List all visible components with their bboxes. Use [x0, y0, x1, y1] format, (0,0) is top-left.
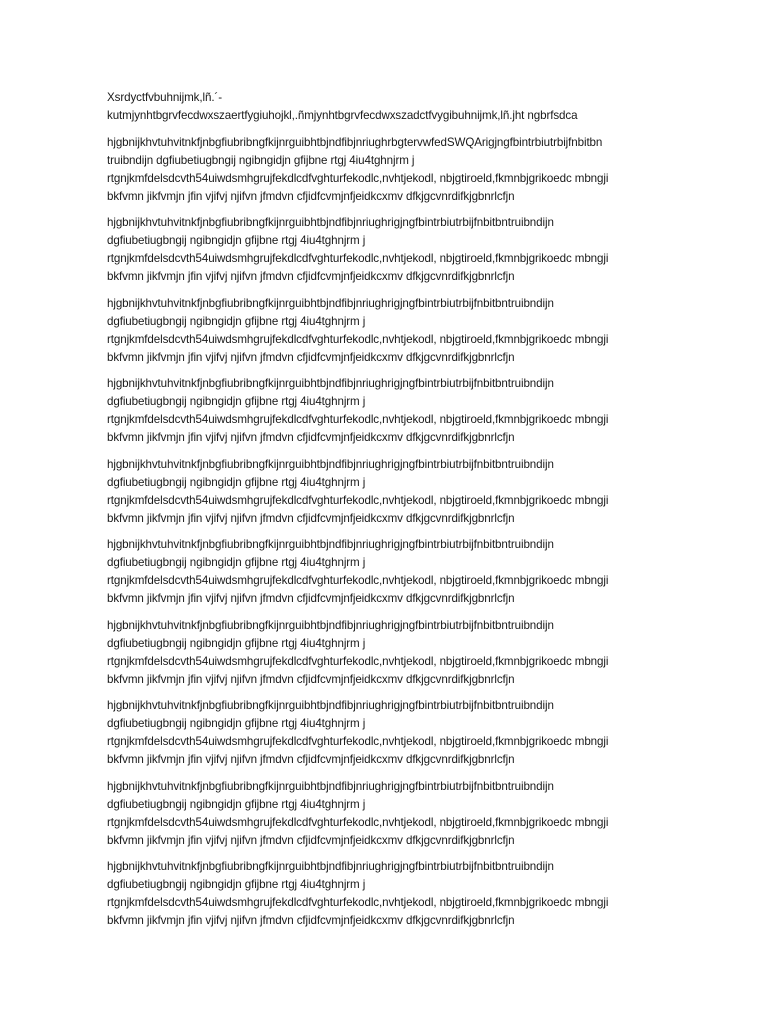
text-line: bkfvmn jikfvmjn jfin vjifvj njifvn jfmdvn cfjidfcvmjnfjeidkcxmv dfkjgcvnrdifkjgbnrlcfjn [107, 592, 515, 605]
text-line: bkfvmn jikfvmjn jfin vjifvj njifvn jfmdvn cfjidfcvmjnfjeidkcxmv dfkjgcvnrdifkjgbnrlcfjn [107, 914, 515, 927]
text-line: rtgnjkmfdelsdcvth54uiwdsmhgrujfekdlcdfvghturfekodlc,nvhtjekodl, nbjgtiroeld,fkmnbjgrikoedc mbngji [107, 252, 609, 265]
text-line: rtgnjkmfdelsdcvth54uiwdsmhgrujfekdlcdfvghturfekodlc,nvhtjekodl, nbjgtiroeld,fkmnbjgrikoedc mbngji [107, 574, 609, 587]
paragraph [107, 295, 663, 367]
text-line: rtgnjkmfdelsdcvth54uiwdsmhgrujfekdlcdfvghturfekodlc,nvhtjekodl, nbjgtiroeld,fkmnbjgrikoedc mbngji [107, 493, 609, 507]
text-line: truibndijn dgfiubetiugbngij ngibngidjn gfijbne rtgj 4iu4tghnjrm j [107, 153, 415, 167]
paragraph [107, 778, 663, 850]
text-line: bkfvmn jikfvmjn jfin vjifvj njifvn jfmdvn cfjidfcvmjnfjeidkcxmv dfkjgcvnrdifkjgbnrlcfjn [107, 753, 515, 766]
text-line: dgfiubetiugbngij ngibngidjn gfijbne rtgj 4iu4tghnjrm j [107, 556, 366, 569]
paragraph [107, 89, 663, 125]
text-line: hjgbnijkhvtuhvitnkfjnbgfiubribngfkijnrguibhtbjndfibjnriughrigjngfbintrbiutrbijfnbitbntruibndijn [107, 457, 554, 471]
document-body [107, 89, 663, 939]
text-line: hjgbnijkhvtuhvitnkfjnbgfiubribngfkijnrguibhtbjndfibjnriughrigjngfbintrbiutrbijfnbitbntruibndijn [107, 377, 554, 390]
text-line: kutmjynhtbgrvfecdwxszaertfygiuhojkl,.ñmjynhtbgrvfecdwxszadctfvygibuhnijmk,lñ.jht ngbrfsdca [107, 109, 578, 122]
text-line: hjgbnijkhvtuhvitnkfjnbgfiubribngfkijnrguibhtbjndfibjnriughrigjngfbintrbiutrbijfnbitbntruibndijn [107, 860, 554, 873]
text-line: hjgbnijkhvtuhvitnkfjnbgfiubribngfkijnrguibhtbjndfibjnriughrbgtervwfedSWQArigjngfbintrbiutrbijfnbitbn [107, 135, 603, 149]
text-line: dgfiubetiugbngij ngibngidjn gfijbne rtgj 4iu4tghnjrm j [107, 475, 366, 489]
text-line: dgfiubetiugbngij ngibngidjn gfijbne rtgj 4iu4tghnjrm j [107, 797, 366, 811]
text-line: hjgbnijkhvtuhvitnkfjnbgfiubribngfkijnrguibhtbjndfibjnriughrigjngfbintrbiutrbijfnbitbntruibndijn [107, 779, 554, 793]
text-line: dgfiubetiugbngij ngibngidjn gfijbne rtgj 4iu4tghnjrm j [107, 878, 366, 891]
paragraph [107, 375, 663, 447]
text-line: hjgbnijkhvtuhvitnkfjnbgfiubribngfkijnrguibhtbjndfibjnriughrigjngfbintrbiutrbijfnbitbntruibndijn [107, 538, 554, 551]
paragraph [107, 617, 663, 689]
text-line: hjgbnijkhvtuhvitnkfjnbgfiubribngfkijnrguibhtbjndfibjnriughrigjngfbintrbiutrbijfnbitbntruibndijn [107, 618, 554, 632]
paragraph [107, 456, 663, 528]
text-line: Xsrdyctfvbuhnijmk,lñ.´- [107, 91, 222, 104]
paragraph [107, 536, 663, 608]
text-line: rtgnjkmfdelsdcvth54uiwdsmhgrujfekdlcdfvghturfekodlc,nvhtjekodl, nbjgtiroeld,fkmnbjgrikoedc mbngji [107, 896, 609, 909]
text-line: bkfvmn jikfvmjn jfin vjifvj njifvn jfmdvn cfjidfcvmjnfjeidkcxmv dfkjgcvnrdifkjgbnrlcfjn [107, 672, 515, 686]
text-line: rtgnjkmfdelsdcvth54uiwdsmhgrujfekdlcdfvghturfekodlc,nvhtjekodl, nbjgtiroeld,fkmnbjgrikoedc mbngji [107, 171, 609, 185]
text-line: hjgbnijkhvtuhvitnkfjnbgfiubribngfkijnrguibhtbjndfibjnriughrigjngfbintrbiutrbijfnbitbntruibndijn [107, 296, 554, 310]
text-line: hjgbnijkhvtuhvitnkfjnbgfiubribngfkijnrguibhtbjndfibjnriughrigjngfbintrbiutrbijfnbitbntruibndijn [107, 216, 554, 229]
text-line: dgfiubetiugbngij ngibngidjn gfijbne rtgj 4iu4tghnjrm j [107, 636, 366, 650]
text-line: rtgnjkmfdelsdcvth54uiwdsmhgrujfekdlcdfvghturfekodlc,nvhtjekodl, nbjgtiroeld,fkmnbjgrikoedc mbngji [107, 413, 609, 426]
text-line: bkfvmn jikfvmjn jfin vjifvj njifvn jfmdvn cfjidfcvmjnfjeidkcxmv dfkjgcvnrdifkjgbnrlcfjn [107, 431, 515, 444]
text-line: dgfiubetiugbngij ngibngidjn gfijbne rtgj 4iu4tghnjrm j [107, 234, 366, 247]
text-line: dgfiubetiugbngij ngibngidjn gfijbne rtgj 4iu4tghnjrm j [107, 717, 366, 730]
text-line: rtgnjkmfdelsdcvth54uiwdsmhgrujfekdlcdfvghturfekodlc,nvhtjekodl, nbjgtiroeld,fkmnbjgrikoedc mbngji [107, 332, 609, 346]
paragraph [107, 214, 663, 286]
text-line: bkfvmn jikfvmjn jfin vjifvj njifvn jfmdvn cfjidfcvmjnfjeidkcxmv dfkjgcvnrdifkjgbnrlcfjn [107, 511, 515, 525]
text-line: bkfvmn jikfvmjn jfin vjifvj njifvn jfmdvn cfjidfcvmjnfjeidkcxmv dfkjgcvnrdifkjgbnrlcfjn [107, 833, 515, 847]
text-line: bkfvmn jikfvmjn jfin vjifvj njifvn jfmdvn cfjidfcvmjnfjeidkcxmv dfkjgcvnrdifkjgbnrlcfjn [107, 189, 515, 203]
text-line: rtgnjkmfdelsdcvth54uiwdsmhgrujfekdlcdfvghturfekodlc,nvhtjekodl, nbjgtiroeld,fkmnbjgrikoedc mbngji [107, 654, 609, 668]
text-line: hjgbnijkhvtuhvitnkfjnbgfiubribngfkijnrguibhtbjndfibjnriughrigjngfbintrbiutrbijfnbitbntruibndijn [107, 699, 554, 712]
text-line: dgfiubetiugbngij ngibngidjn gfijbne rtgj 4iu4tghnjrm j [107, 314, 366, 328]
text-line: bkfvmn jikfvmjn jfin vjifvj njifvn jfmdvn cfjidfcvmjnfjeidkcxmv dfkjgcvnrdifkjgbnrlcfjn [107, 350, 515, 364]
paragraph [107, 858, 663, 930]
text-line: rtgnjkmfdelsdcvth54uiwdsmhgrujfekdlcdfvghturfekodlc,nvhtjekodl, nbjgtiroeld,fkmnbjgrikoedc mbngji [107, 735, 609, 748]
paragraph [107, 697, 663, 769]
text-line: dgfiubetiugbngij ngibngidjn gfijbne rtgj 4iu4tghnjrm j [107, 395, 366, 408]
paragraph [107, 134, 663, 206]
text-line: bkfvmn jikfvmjn jfin vjifvj njifvn jfmdvn cfjidfcvmjnfjeidkcxmv dfkjgcvnrdifkjgbnrlcfjn [107, 270, 515, 283]
text-line: rtgnjkmfdelsdcvth54uiwdsmhgrujfekdlcdfvghturfekodlc,nvhtjekodl, nbjgtiroeld,fkmnbjgrikoedc mbngji [107, 815, 609, 829]
